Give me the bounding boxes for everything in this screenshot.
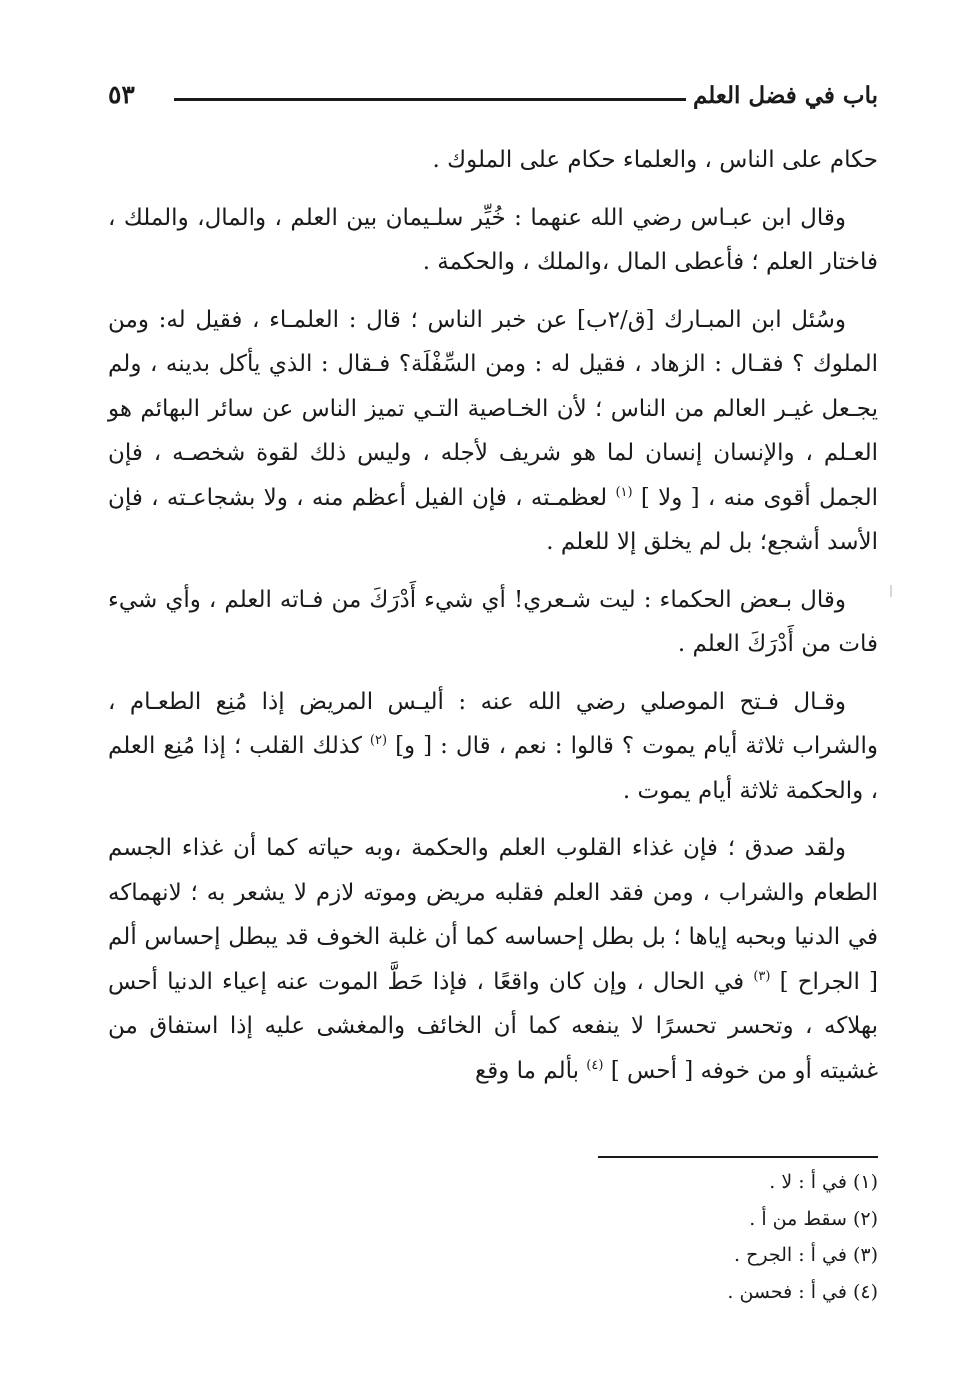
text-segment: في الحال ، وإن كان واقعًا ، فإذا حَطَّ الموت عنه إعياء الدنيا أحس بهلاكه ، وتحسر تحسرًا لا ينفعه كما أن الخائف والمغشى عليه إذا استفاق من غشيته أو من خوفه [ أحس ] <box>108 968 878 1084</box>
text-segment: وقـال فـتح الموصلي رضي الله عنه : أليـس المريض إذا مُنِع الطعـام ، والشراب ثلاثة أيام يموت ؟ قالوا : نعم ، قال : [ و] <box>108 688 878 759</box>
paragraph <box>108 138 878 183</box>
text-segment: بألم ما وقع <box>474 1057 587 1084</box>
footnote-item <box>398 1274 878 1311</box>
text-segment: حكام على الناس ، والعلماء حكام على الملوك . <box>432 147 878 173</box>
footnote-number: (١) <box>852 1171 878 1193</box>
scan-mark <box>890 585 892 597</box>
footnote-text: في أ : فحسن . <box>727 1280 847 1303</box>
footnote-ref-4[interactable]: (٤) <box>586 1057 604 1073</box>
paragraph <box>108 680 878 814</box>
body-text <box>108 138 878 1106</box>
footnote-number: (٢) <box>852 1207 878 1230</box>
text-segment: وسُئل ابن المبـارك [ق/٢ب] عن خبر الناس ؛ قال : العلمـاء ، فقيل له: ومن الملوك ؟ فقـال : الزهاد ، فقيل له : ومن السِّفْلَة؟ فـقال : الذي يأكل بدينه ، ولم يجـعل غيـر العالم من الناس ؛ لأن الخـاصية التـي تميز الناس عن سائر البهائم هو العـلم ، والإنسان إنسان لما هو شريف لأجله ، وليس ذلك لقوة شخصـه ، فإن الجمل أقوى منه ، [ ولا ] <box>108 306 878 511</box>
footnote-text: سقط من أ . <box>749 1207 847 1230</box>
footnote-ref-1[interactable]: (١) <box>615 484 633 500</box>
footnotes <box>398 1164 878 1310</box>
text-segment: لعظمـته ، فإن الفيل أعظم منه ، ولا بشجاعـته ، فإن الأسد أشجع؛ بل لم يخلق إلا للعلم . <box>108 484 878 555</box>
text-segment: وقال ابن عبـاس رضي الله عنهما : خُيِّر سلـيمان بين العلم ، والمال، والملك ، فاختار العلم ؛ فأعطى المال ،والملك ، والحكمة . <box>108 204 878 275</box>
footnote-text: في أ : الجرح . <box>734 1244 847 1266</box>
paragraph <box>108 298 878 565</box>
page-number: ٥٣ <box>108 80 135 109</box>
chapter-title: باب في فضل العلم <box>692 82 878 109</box>
paragraph <box>108 196 878 285</box>
footnote-ref-3[interactable]: (٣) <box>753 968 771 984</box>
footnote-number: (٣) <box>852 1244 878 1266</box>
text-segment: كذلك القلب ؛ إذا مُنِع العلم ، والحكمة ثلاثة أيام يموت . <box>108 733 878 804</box>
footnote-rule <box>598 1156 878 1158</box>
footnote-item <box>398 1201 878 1238</box>
footnote-item <box>398 1237 878 1274</box>
header-rule <box>174 98 686 101</box>
text-segment: ولقد صدق ؛ فإن غذاء القلوب العلم والحكمة ،وبه حياته كما أن غذاء الجسم الطعام والشراب ، ومن فقد العلم فقلبه مريض وموته لازم لا يشعر به ؛ لانهماكه في الدنيا وبحبه إياها ؛ بل بطل إحساسه كما أن غلبة الخوف قد يبطل إحساس ألم [ الجراح ] <box>108 835 878 995</box>
running-header <box>108 78 878 118</box>
footnote-number: (٤) <box>852 1280 878 1303</box>
paragraph <box>108 578 878 667</box>
footnote-item <box>398 1164 878 1201</box>
footnote-ref-2[interactable]: (٢) <box>369 733 388 748</box>
paragraph <box>108 826 878 1093</box>
text-segment: وقال بـعض الحكماء : ليت شـعري! أي شيء أَدْرَكَ من فـاته العلم ، وأي شيء فات من أَدْرَكَ العلم . <box>108 586 878 657</box>
footnote-text: في أ : لا . <box>769 1171 847 1193</box>
